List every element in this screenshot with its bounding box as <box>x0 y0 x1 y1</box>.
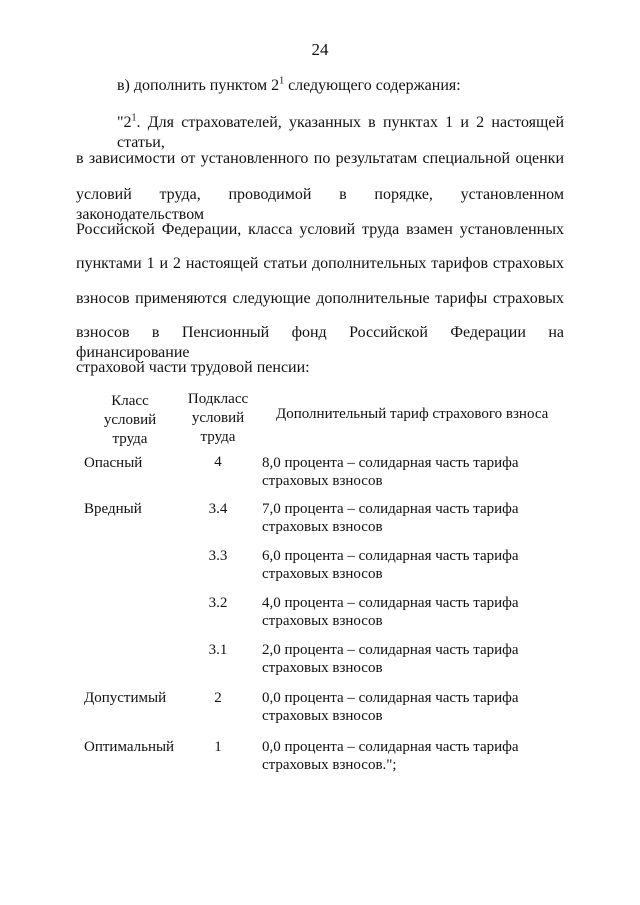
row-class: Допустимый <box>84 690 167 706</box>
row-subclass: 3.1 <box>208 642 228 658</box>
intro-suffix: следующего содержания: <box>284 77 461 94</box>
row-rate: 4,0 процента – солидарная часть тарифа страховых взносов <box>262 595 519 629</box>
paragraph-line: в зависимости от установленного по результатам специальной оценки <box>76 150 564 167</box>
quote-start: "2 <box>117 114 132 131</box>
row-subclass: 3.4 <box>208 501 228 517</box>
intro-superscript: 1 <box>279 75 285 87</box>
row-rate: 2,0 процента – солидарная часть тарифа страховых взносов <box>262 642 519 676</box>
intro-prefix: в) дополнить пунктом 2 <box>117 77 280 94</box>
paragraph-line: пунктами 1 и 2 настоящей статьи дополнительных тарифов страховых <box>76 255 564 272</box>
row-rate: 6,0 процента – солидарная часть тарифа страховых взносов <box>262 548 519 582</box>
paragraph-line: взносов применяются следующие дополнительные тарифы страховых <box>76 290 564 307</box>
row-subclass: 4 <box>214 454 222 470</box>
paragraph-line: Российской Федерации, класса условий труда взамен установленных <box>76 221 564 238</box>
row-subclass: 3.2 <box>208 595 228 611</box>
row-subclass: 2 <box>214 690 222 706</box>
paragraph-line: условий труда, проводимой в порядке, установленном законодательством <box>76 186 564 223</box>
row-class: Опасный <box>84 455 143 471</box>
paragraph-line: взносов в Пенсионный фонд Российской Федерации на финансирование <box>76 324 564 361</box>
paragraph-last-line: страховой части трудовой пенсии: <box>76 359 310 376</box>
header-rate: Дополнительный тариф страхового взноса <box>276 406 549 422</box>
header-class: Класс условий труда <box>103 393 157 447</box>
paragraph-first-line-rest: . Для страхователей, указанных в пунктах 1 и 2 настоящей статьи, <box>117 114 564 151</box>
row-subclass: 3.3 <box>208 548 228 564</box>
row-rate: 7,0 процента – солидарная часть тарифа страховых взносов <box>262 501 519 535</box>
row-class: Оптимальный <box>84 739 175 755</box>
row-subclass: 1 <box>214 739 222 755</box>
header-subclass: Подкласс условий труда <box>187 391 249 445</box>
row-rate: 0,0 процента – солидарная часть тарифа страховых взносов."; <box>262 739 519 773</box>
intro-line <box>117 76 461 96</box>
paragraph-superscript: 1 <box>131 112 137 124</box>
row-rate: 0,0 процента – солидарная часть тарифа страховых взносов <box>262 690 519 724</box>
page-number: 24 <box>311 40 329 59</box>
row-rate: 8,0 процента – солидарная часть тарифа страховых взносов <box>262 455 519 489</box>
row-class: Вредный <box>84 501 142 517</box>
paragraph-line-1 <box>117 113 564 153</box>
